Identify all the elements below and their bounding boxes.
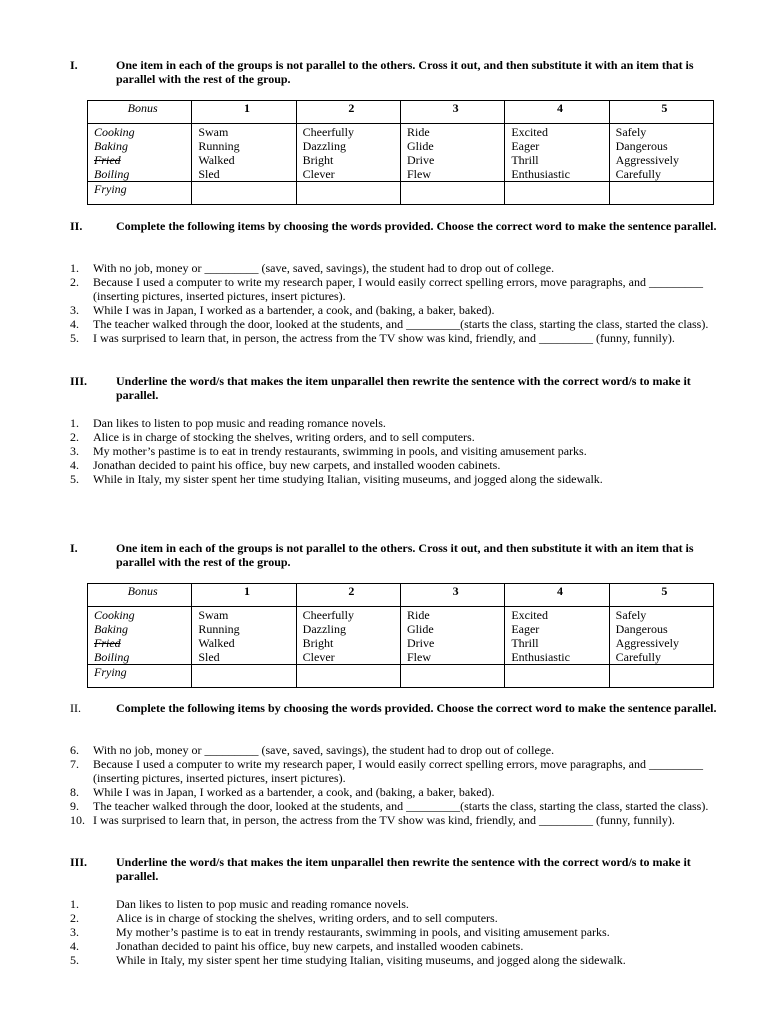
header-bonus: Bonus	[88, 584, 192, 607]
word: Flew	[406, 650, 431, 664]
list-item: 9. The teacher walked through the door, looked at the students, and _________(starts the class, starting the class, started the class).	[70, 799, 709, 813]
word: Sled	[198, 650, 220, 664]
word: Baking	[94, 139, 128, 153]
group-1	[192, 124, 296, 182]
word: Aggressively	[615, 153, 679, 167]
section-instructions: One item in each of the groups is not parallel to the others. Cross it out, and then substitute it with an item that is parallel with the rest of the group.	[116, 541, 694, 569]
header-5: 5	[609, 584, 713, 607]
word: Swam	[198, 125, 229, 139]
word: Ride	[406, 125, 430, 139]
answer-cell-1[interactable]	[192, 665, 296, 688]
word: Thrill	[511, 636, 539, 650]
crossed-out-word: Fried	[94, 636, 121, 650]
section-number: III.	[70, 374, 88, 388]
header-4: 4	[505, 584, 609, 607]
word: Glide	[406, 139, 434, 153]
list-item: 1. Dan likes to listen to pop music and reading romance novels.	[70, 416, 386, 430]
list-item: 2. Because I used a computer to write my research paper, I would easily correct spelling errors, move paragraphs, and _________ (inserting pictures, inserted pictures, insert pictures).	[70, 275, 703, 303]
group-bonus	[88, 607, 192, 665]
word: Carefully	[615, 167, 661, 181]
word: Flew	[406, 167, 431, 181]
list-item: 6. With no job, money or _________ (save, saved, savings), the student had to drop out of college.	[70, 743, 555, 757]
answer-cell-1[interactable]	[192, 182, 296, 205]
header-4: 4	[505, 101, 609, 124]
answer-cell-4[interactable]	[505, 182, 609, 205]
word: Safely	[615, 125, 647, 139]
section-instructions: One item in each of the groups is not parallel to the others. Cross it out, and then substitute it with an item that is parallel with the rest of the group.	[116, 58, 694, 86]
word: Boiling	[94, 650, 130, 664]
word: Excited	[511, 125, 548, 139]
answer-cell-5[interactable]	[609, 665, 713, 688]
answer-cell-3[interactable]	[400, 665, 504, 688]
word: Walked	[198, 636, 235, 650]
answer-cell-5[interactable]	[609, 182, 713, 205]
word: Swam	[198, 608, 229, 622]
section-number: III.	[70, 855, 88, 869]
header-2: 2	[296, 101, 400, 124]
word: Clever	[302, 167, 335, 181]
group-4	[505, 124, 609, 182]
word: Eager	[511, 139, 540, 153]
answer-cell-4[interactable]	[505, 665, 609, 688]
word-groups-table	[87, 100, 714, 205]
list-item: 4. The teacher walked through the door, looked at the students, and _________(starts the class, starting the class, started the class).	[70, 317, 709, 331]
section-number: II.	[70, 701, 81, 715]
section-2-list	[70, 743, 730, 827]
group-5	[609, 607, 713, 665]
word: Aggressively	[615, 636, 679, 650]
group-3	[400, 607, 504, 665]
section-3-list	[70, 416, 730, 486]
group-4	[505, 607, 609, 665]
word: Clever	[302, 650, 335, 664]
list-item: 2. Alice is in charge of stocking the shelves, writing orders, and to sell computers.	[70, 911, 498, 925]
list-item: 4. Jonathan decided to paint his office, buy new carpets, and installed wooden cabinets.	[70, 939, 524, 953]
word: Drive	[406, 153, 435, 167]
answer-cell-2[interactable]	[296, 665, 400, 688]
list-item: 1. Dan likes to listen to pop music and reading romance novels.	[70, 897, 409, 911]
word: Dazzling	[302, 622, 346, 636]
word: Dangerous	[615, 622, 668, 636]
list-item: 8. While I was in Japan, I worked as a bartender, a cook, and (baking, a baker, baked).	[70, 785, 495, 799]
word: Eager	[511, 622, 540, 636]
section-instructions: Complete the following items by choosing the words provided. Choose the correct word to make the sentence parallel.	[116, 219, 717, 233]
word: Dazzling	[302, 139, 346, 153]
list-item: 5. I was surprised to learn that, in person, the actress from the TV show was kind, friendly, and _________ (funny, funnily).	[70, 331, 675, 345]
section-instructions: Underline the word/s that makes the item unparallel then rewrite the sentence with the correct word/s to make it parallel.	[116, 374, 691, 402]
word: Bright	[302, 153, 334, 167]
substitute-word: Frying	[88, 665, 192, 688]
word: Sled	[198, 167, 220, 181]
word: Thrill	[511, 153, 539, 167]
section-number: II.	[70, 219, 83, 233]
word: Running	[198, 622, 240, 636]
word: Running	[198, 139, 240, 153]
list-item: 4. Jonathan decided to paint his office, buy new carpets, and installed wooden cabinets.	[70, 458, 501, 472]
section-2-list	[70, 261, 730, 345]
list-item: 7. Because I used a computer to write my research paper, I would easily correct spelling errors, move paragraphs, and _________ (inserting pictures, inserted pictures, insert pictures).	[70, 757, 703, 785]
crossed-out-word: Fried	[94, 153, 121, 167]
word: Excited	[511, 608, 548, 622]
section-instructions: Underline the word/s that makes the item unparallel then rewrite the sentence with the correct word/s to make it parallel.	[116, 855, 691, 883]
substitute-word: Frying	[88, 182, 192, 205]
group-2	[296, 607, 400, 665]
word: Baking	[94, 622, 128, 636]
header-bonus: Bonus	[88, 101, 192, 124]
group-2	[296, 124, 400, 182]
word: Drive	[406, 636, 435, 650]
word: Glide	[406, 622, 434, 636]
list-item: 1. With no job, money or _________ (save, saved, savings), the student had to drop out of college.	[70, 261, 555, 275]
group-5	[609, 124, 713, 182]
list-item: 2. Alice is in charge of stocking the shelves, writing orders, and to sell computers.	[70, 430, 475, 444]
word: Cooking	[94, 608, 135, 622]
group-3	[400, 124, 504, 182]
word: Bright	[302, 636, 334, 650]
word: Ride	[406, 608, 430, 622]
word: Safely	[615, 608, 647, 622]
header-2: 2	[296, 584, 400, 607]
list-item: 3. My mother’s pastime is to eat in trendy restaurants, swimming in pools, and visiting amusement parks.	[70, 444, 587, 458]
list-item: 3. My mother’s pastime is to eat in trendy restaurants, swimming in pools, and visiting amusement parks.	[70, 925, 610, 939]
word: Walked	[198, 153, 235, 167]
word: Cooking	[94, 125, 135, 139]
answer-cell-3[interactable]	[400, 182, 504, 205]
section-number: I.	[70, 58, 78, 72]
word: Cheerfully	[302, 125, 354, 139]
header-3: 3	[400, 101, 504, 124]
word: Carefully	[615, 650, 661, 664]
word: Dangerous	[615, 139, 668, 153]
answer-cell-2[interactable]	[296, 182, 400, 205]
list-item: 5. While in Italy, my sister spent her time studying Italian, visiting museums, and jogged along the sidewalk.	[70, 953, 626, 967]
header-5: 5	[609, 101, 713, 124]
section-3-list	[70, 897, 730, 967]
group-1	[192, 607, 296, 665]
section-number: I.	[70, 541, 78, 555]
word: Enthusiastic	[511, 650, 570, 664]
word-groups-table	[87, 583, 714, 688]
header-3: 3	[400, 584, 504, 607]
list-item: 5. While in Italy, my sister spent her time studying Italian, visiting museums, and jogged along the sidewalk.	[70, 472, 603, 486]
group-bonus	[88, 124, 192, 182]
word: Boiling	[94, 167, 130, 181]
header-1: 1	[192, 584, 296, 607]
word: Cheerfully	[302, 608, 354, 622]
section-instructions: Complete the following items by choosing the words provided. Choose the correct word to make the sentence parallel.	[116, 701, 717, 715]
list-item: 3. While I was in Japan, I worked as a bartender, a cook, and (baking, a baker, baked).	[70, 303, 495, 317]
list-item: 10. I was surprised to learn that, in person, the actress from the TV show was kind, friendly, and _________ (funny, funnily).	[70, 813, 675, 827]
word: Enthusiastic	[511, 167, 570, 181]
header-1: 1	[192, 101, 296, 124]
